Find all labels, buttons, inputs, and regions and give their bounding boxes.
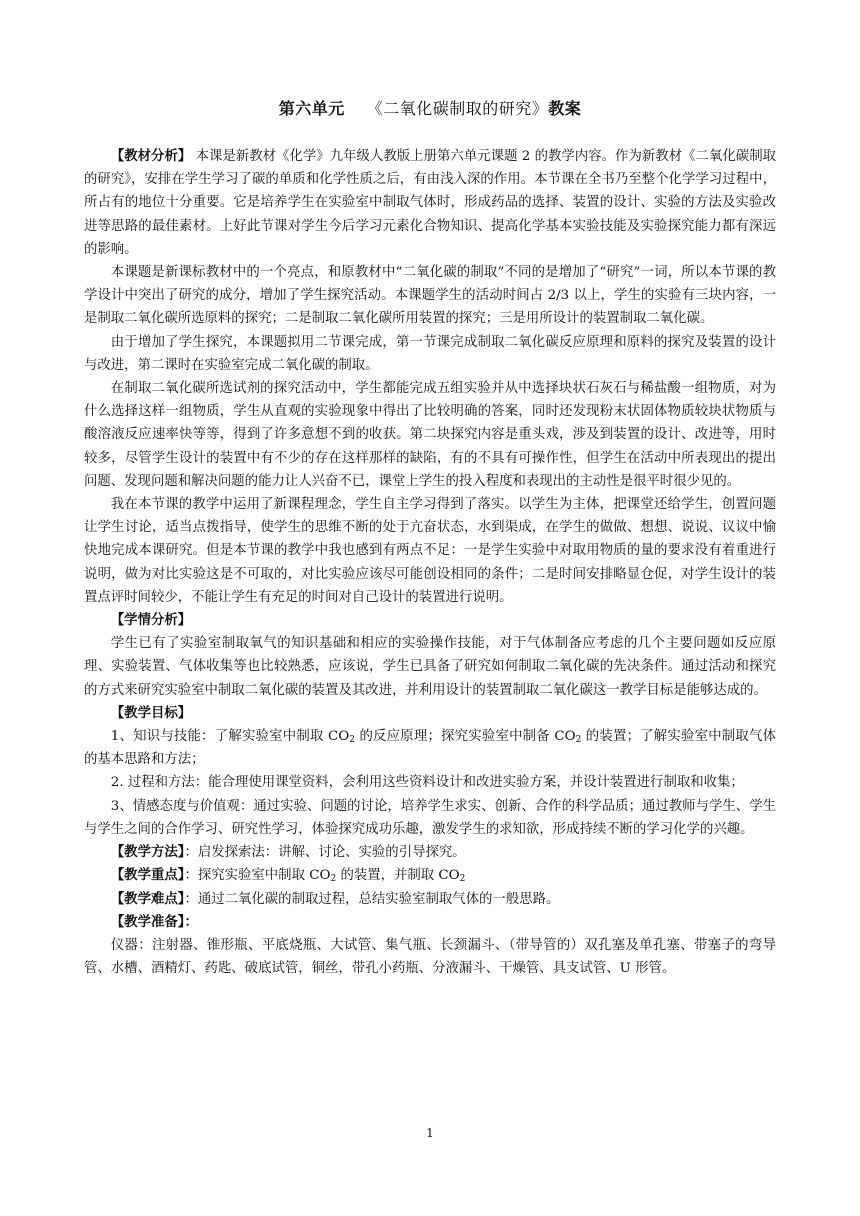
goal-1	[84, 725, 776, 771]
material-paragraph-5: 我在本节课的教学中运用了新课程理念，学生自主学习得到了落实。以学生为主体，把课堂还给学生，创置问题让学生讨论，适当点拨指导，使学生的思维不断的处于亢奋状态，水到渠成，在学生的做做、想想、说说、议议中愉快地完成本课研究。但是本节课的教学中我也感到有两点不足：一是学生实验中对取用物质的量的要求没有着重进行说明，做为对比实验这是不可取的，对比实验应该尽可能创设相同的条件；二是时间安排略显仓促，对学生设计的装置点评时间较少，不能让学生有充足的时间对自己设计的装置进行说明。	[84, 497, 776, 605]
co2-subscript: 2	[349, 735, 355, 746]
material-heading: 【教材分析】	[110, 148, 192, 164]
goal-2: 2. 过程和方法：能合理使用课堂资料，会利用这些资料设计和改进实验方案，并设计装置进行制取和收集；	[110, 775, 744, 791]
key-line	[84, 864, 776, 887]
difficulty-heading: 【教学难点】	[110, 890, 185, 907]
material-text-1: 本课是新教材《化学》九年级人教版上册第六单元课题 2 的教学内容。作为新教材《二氧化碳制取的研究》，安排在学生学习了碳的单质和化学性质之后，有由浅入深的作用。本节课在全书乃至整个化学学习过程中，所占有的地位十分重要。它是培养学生在实验室中制取气体时，形成药品的选择、装置的设计、实验的方法及实验改进等思路的最佳素材。上好此节课对学生今后学习元素化合物知识、提高化学基本实验技能及实验探究能力都有深远的影响。	[84, 149, 776, 257]
method-text: ：启发探索法：讲解、讨论、实验的引导探究。	[184, 845, 466, 861]
co2-subscript: 2	[575, 735, 582, 746]
material-paragraph-2: 本课题是新课标教材中的一个亮点，和原教材中“二氧化碳的制取”不同的是增加了“研究”一词，所以本节课的教学设计中突出了研究的成分，增加了学生探究活动。本课题学生的活动时间占 2/3 以上，学生的实验有三块内容，一是制取二氧化碳所选原料的探究；二是制取二氧化碳所用装置的探究；三是用所设计的装置制取二氧化碳。	[84, 265, 776, 327]
key-heading: 【教学重点】	[110, 867, 185, 884]
material-paragraph-3: 由于增加了学生探究，本课题拟用二节课完成，第一节课完成制取二氧化碳反应原理和原料的探究及装置的设计与改进，第二课时在实验室完成二氧化碳的制取。	[84, 334, 776, 373]
title-suffix: 教案	[548, 99, 582, 118]
page-number: 1	[426, 1126, 434, 1140]
material-paragraph-4: 在制取二氧化碳所选试剂的探究活动中，学生都能完成五组实验并从中选择块状石灰石与稀盐酸一组物质，对为什么选择这样一组物质，学生从直观的实验现象中得出了比较明确的答案，同时还发现粉末状固体物质较块状物质与酸溶液反应速率快等等，得到了许多意想不到的收获。第二块探究内容是重头戏，涉及到装置的设计、改进等，用时较多，尽管学生设计的装置中有不少的存在这样那样的缺陷，有的不具有可操作性，但学生在活动中所表现出的提出问题、发现问题和解决问题的能力让人兴奋不已，课堂上学生的投入程度和表现出的主动性是很平时很少见的。	[84, 381, 776, 489]
difficulty-text: ：通过二氧化碳的制取过程，总结实验室制取气体的一般思路。	[184, 891, 560, 907]
learner-heading: 【学情分析】	[110, 612, 192, 629]
goal-3: 3、情感态度与价值观：通过实验、问题的讨论，培养学生求实、创新、合作的科学品质；通过教师与学生、学生与学生之间的合作学习、研究性学习，体验探究成功乐趣，激发学生的求知欲，形成持续不断的学习化学的兴趣。	[84, 798, 776, 837]
goal-1-part-c: 的装置；了解实验室中制取气体的基本思路和方法；	[84, 729, 776, 768]
difficulty-line	[84, 888, 776, 911]
learner-paragraph: 学生已有了实验室制取氧气的知识基础和相应的实验操作技能，对于气体制备应考虑的几个主要问题如反应原理、实验装置、气体收集等也比较熟悉，应该说，学生已具备了研究如何制取二氧化碳的先决条件。通过活动和探究的方式来研究实验室中制取二氧化碳的装置及其改进，并利用设计的装置制取二氧化碳这一教学目标是能够达成的。	[84, 636, 776, 698]
document-page	[84, 96, 776, 980]
co2-subscript: 2	[459, 874, 466, 885]
document-title	[84, 96, 776, 119]
goals-heading: 【教学目标】	[110, 704, 192, 721]
goal-1-part-a: 1、知识与技能：了解实验室中制取 CO	[110, 729, 350, 745]
method-heading: 【教学方法】	[110, 844, 185, 861]
key-text-b: 的装置，并制取 CO	[336, 868, 460, 884]
material-paragraph-1	[84, 145, 776, 261]
key-text-a: ：探究实验室中制取 CO	[184, 868, 331, 884]
goal-1-part-b: 的反应原理；探究实验室中制备 CO	[354, 729, 576, 745]
prep-heading: 【教学准备】	[110, 913, 185, 930]
prep-colon: ：	[184, 913, 198, 930]
prep-instruments: 仪器：注射器、锥形瓶、平底烧瓶、大试管、集气瓶、长颈漏斗、（带导管的）双孔塞及单孔塞、带塞子的弯导管、水槽、酒精灯、药匙、破底试管，铜丝，带孔小药瓶、分液漏斗、干燥管、具支试管、U 形管。	[84, 937, 776, 977]
method-line	[84, 841, 776, 864]
co2-subscript: 2	[330, 874, 337, 885]
title-lesson-name: 《二氧化碳制取的研究》	[366, 99, 549, 118]
prep-line	[84, 911, 776, 934]
title-unit: 第六单元	[278, 99, 345, 118]
